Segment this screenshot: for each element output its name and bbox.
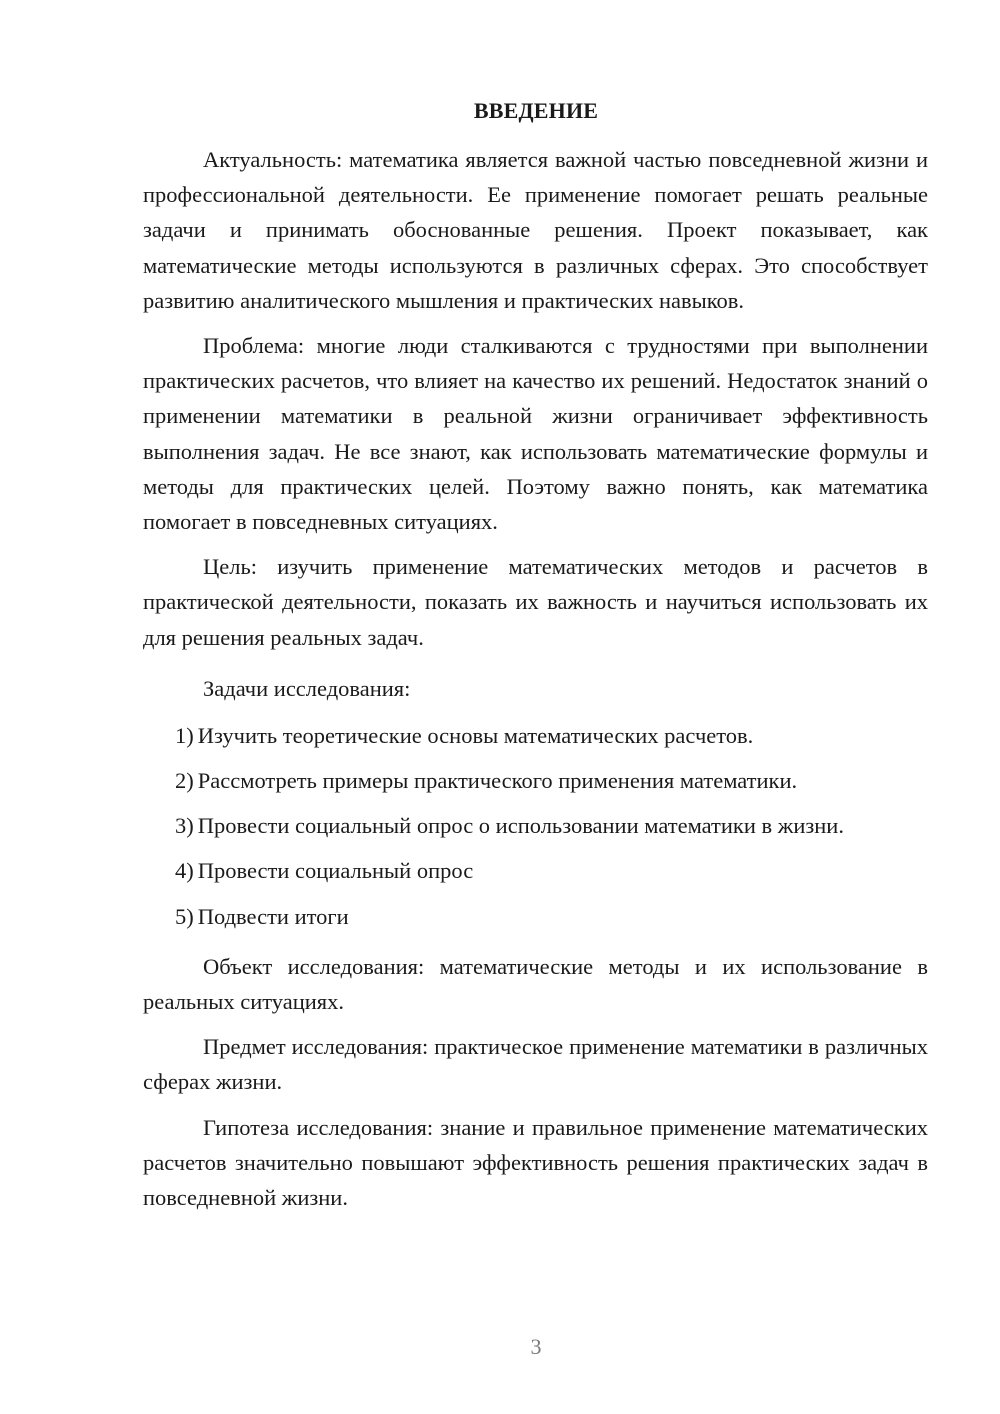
relevance-paragraph: Актуальность: математика является важной частью повседневной жизни и профессиональной деятельности. Ее применение помогает решать реальные задачи и принимать обоснованные решения. Проект показывает, как математические методы используются в различных сферах. Это способствует развитию аналитического мышления и практических навыков. [143,147,928,313]
task-number: 4) [175,858,194,884]
problem-paragraph: Проблема: многие люди сталкиваются с трудностями при выполнении практических расчетов, что влияет на качество их решений. Недостаток знаний о применении математики в реальной жизни ограничивает эффективность выполнения задач. Не все знают, как использовать математические формулы и методы для практических целей. Поэтому важно понять, как математика помогает в повседневных ситуациях. [143,333,928,535]
task-number: 2) [175,768,194,794]
tasks-label: Задачи исследования: [203,675,411,701]
task-text: Провести социальный опрос [197,858,474,884]
task-number: 1) [175,722,194,748]
task-number: 5) [175,903,194,929]
object-paragraph: Объект исследования: математические методы и их использование в реальных ситуациях. [143,953,928,1015]
task-item [143,848,928,893]
document-body [143,142,928,1215]
hypothesis-paragraph: Гипотеза исследования: знание и правильное применение математических расчетов значительно повышают эффективность решения практических задач в повседневной жизни. [143,1114,928,1211]
task-number: 3) [175,813,194,839]
task-text: Изучить теоретические основы математических расчетов. [197,722,754,748]
task-text: Подвести итоги [197,903,349,929]
goal-paragraph: Цель: изучить применение математических методов и расчетов в практической деятельности, показать их важность и научиться использовать их для решения реальных задач. [143,554,928,650]
page-title: ВВЕДЕНИЕ [473,98,599,123]
task-text: Провести социальный опрос о использовании математики в жизни. [197,813,844,839]
task-item [143,894,928,939]
task-item [143,758,928,803]
task-item [143,803,928,848]
task-text: Рассмотреть примеры практического применения математики. [197,768,798,794]
tasks-list [143,713,928,939]
task-item [143,713,928,758]
page-number: 3 [530,1334,542,1359]
subject-paragraph: Предмет исследования: практическое применение математики в различных сферах жизни. [143,1034,928,1095]
